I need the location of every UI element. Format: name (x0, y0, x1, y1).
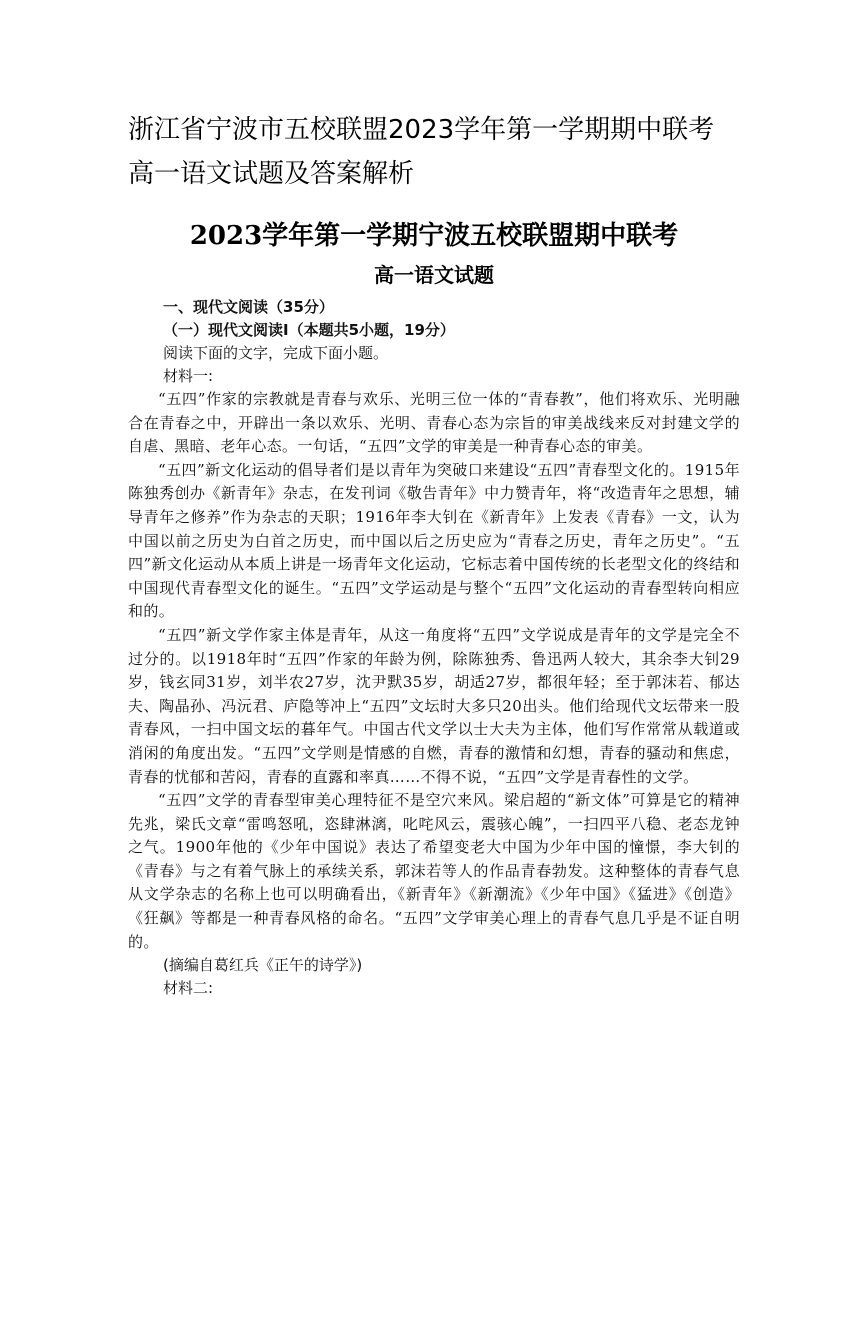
paragraph: “五四”新文学作家主体是青年，从这一角度将“五四”文学说成是青年的文学是完全不过分的。以1918年时“五四”作家的年龄为例，除陈独秀、鲁迅两人较大，其余李大钊29岁，钱玄同31岁，刘半农27岁，沈尹默35岁，胡适27岁，都很年轻；至于郭沫若、郁达夫、陶晶孙、冯沅君、庐隐等冲上“五四”文坛时大多只20出头。他们给现代文坛带来一股青春风，一扫中国文坛的暮年气。中国古代文学以士大夫为主体，他们写作常常从载道或消闲的角度出发。“五四”文学则是情感的自燃，青春的激情和幻想，青春的骚动和焦虑，青春的忧郁和苦闷，青春的直露和率真……不得不说，“五四”文学是青春性的文学。 (128, 625, 740, 786)
reading-instruction: 阅读下面的文字，完成下面小题。 (163, 344, 389, 362)
document-heading: 浙江省宁波市五校联盟2023学年第一学期期中联考高一语文试题及答案解析 (128, 115, 715, 189)
material-one-label: 材料一: (163, 367, 214, 385)
source-citation: (摘编自葛红兵《正午的诗学》) (163, 956, 363, 975)
exam-title: 2023学年第一学期宁波五校联盟期中联考 (189, 221, 679, 251)
document-page (0, 108, 860, 1324)
paragraph: “五四”作家的宗教就是青春与欢乐、光明三位一体的“青春教”，他们将欢乐、光明融合在青春之中，开辟出一条以欢乐、光明、青春心态为宗旨的审美战线来反对封建文学的自虐、黑暗、老年心态。一句话，“五四”文学的审美是一种青春心态的审美。 (128, 390, 740, 456)
material-two-label: 材料二: (163, 979, 214, 998)
exam-subtitle: 高一语文试题 (374, 263, 494, 287)
section-title: 一、现代文阅读（35分） (163, 298, 334, 316)
subsection-title: （一）现代文阅读I（本题共5小题，19分） (163, 321, 455, 339)
paragraph: “五四”新文化运动的倡导者们是以青年为突破口来建设“五四”青春型文化的。1915年陈独秀创办《新青年》杂志，在发刊词《敬告青年》中力赞青年，将“改造青年之思想，辅导青年之修养”作为杂志的天职；1916年李大钊在《新青年》上发表《青春》一文，认为中国以前之历史为白首之历史，而中国以后之历史应为“青春之历史，青年之历史”。“五四”新文化运动从本质上讲是一场青年文化运动，它标志着中国传统的长老型文化的终结和中国现代青春型文化的诞生。“五四”文学运动是与整个“五四”文化运动的青春型转向相应和的。 (128, 460, 740, 621)
paragraph: “五四”文学的青春型审美心理特征不是空穴来风。梁启超的“新文体”可算是它的精神先兆，梁氏文章“雷鸣怒吼，恣肆淋漓，叱咤风云，震骇心魄”，一扫四平八稳、老态龙钟之气。1900年他的《少年中国说》表达了希望变老大中国为少年中国的憧憬，李大钊的《青春》与之有着气脉上的承续关系，郭沫若等人的作品青春勃发。这种整体的青春气息从文学杂志的名称上也可以明确看出，《新青年》《新潮流》《少年中国》《猛进》《创造》《狂飙》等都是一种青春风格的命名。“五四”文学审美心理上的青春气息几乎是不证自明的。 (128, 791, 740, 951)
